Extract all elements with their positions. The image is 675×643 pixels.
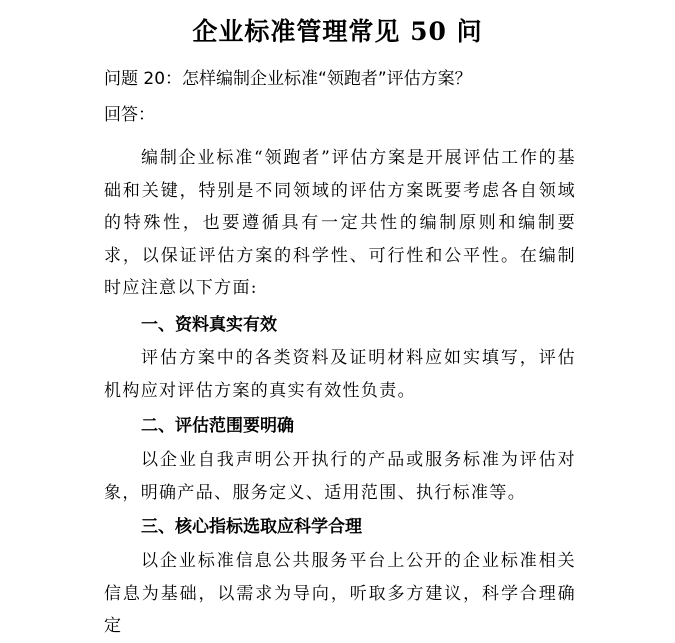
question-line: 问题 20：怎样编制企业标准“领跑者”评估方案？ — [104, 69, 472, 89]
section-heading-3: 三、核心指标选取应科学合理 — [141, 517, 362, 537]
answer-label: 回答： — [104, 105, 155, 125]
section-heading-1: 一、资料真实有效 — [141, 315, 277, 335]
section-paragraph-1: 评估方案中的各类资料及证明材料应如实填写，评估机构应对评估方案的真实有效性负责。 — [104, 348, 576, 401]
intro-paragraph: 编制企业标准“领跑者”评估方案是开展评估工作的基础和关键，特别是不同领域的评估方案既要考虑各自领域的特殊性，也要遵循具有一定共性的编制原则和编制要求，以保证评估方案的科学性、可行性和公平性。在编制时应注意以下方面: — [104, 148, 576, 299]
document-title: 企业标准管理常见 50 问 — [192, 17, 483, 46]
section-heading-2: 二、评估范围要明确 — [141, 416, 294, 436]
section-paragraph-3: 以企业标准信息公共服务平台上公开的企业标准相关信息为基础，以需求为导向，听取多方建议，科学合理确定 — [104, 551, 576, 637]
section-paragraph-2: 以企业自我声明公开执行的产品或服务标准为评估对象，明确产品、服务定义、适用范围、执行标准等。 — [104, 450, 576, 503]
